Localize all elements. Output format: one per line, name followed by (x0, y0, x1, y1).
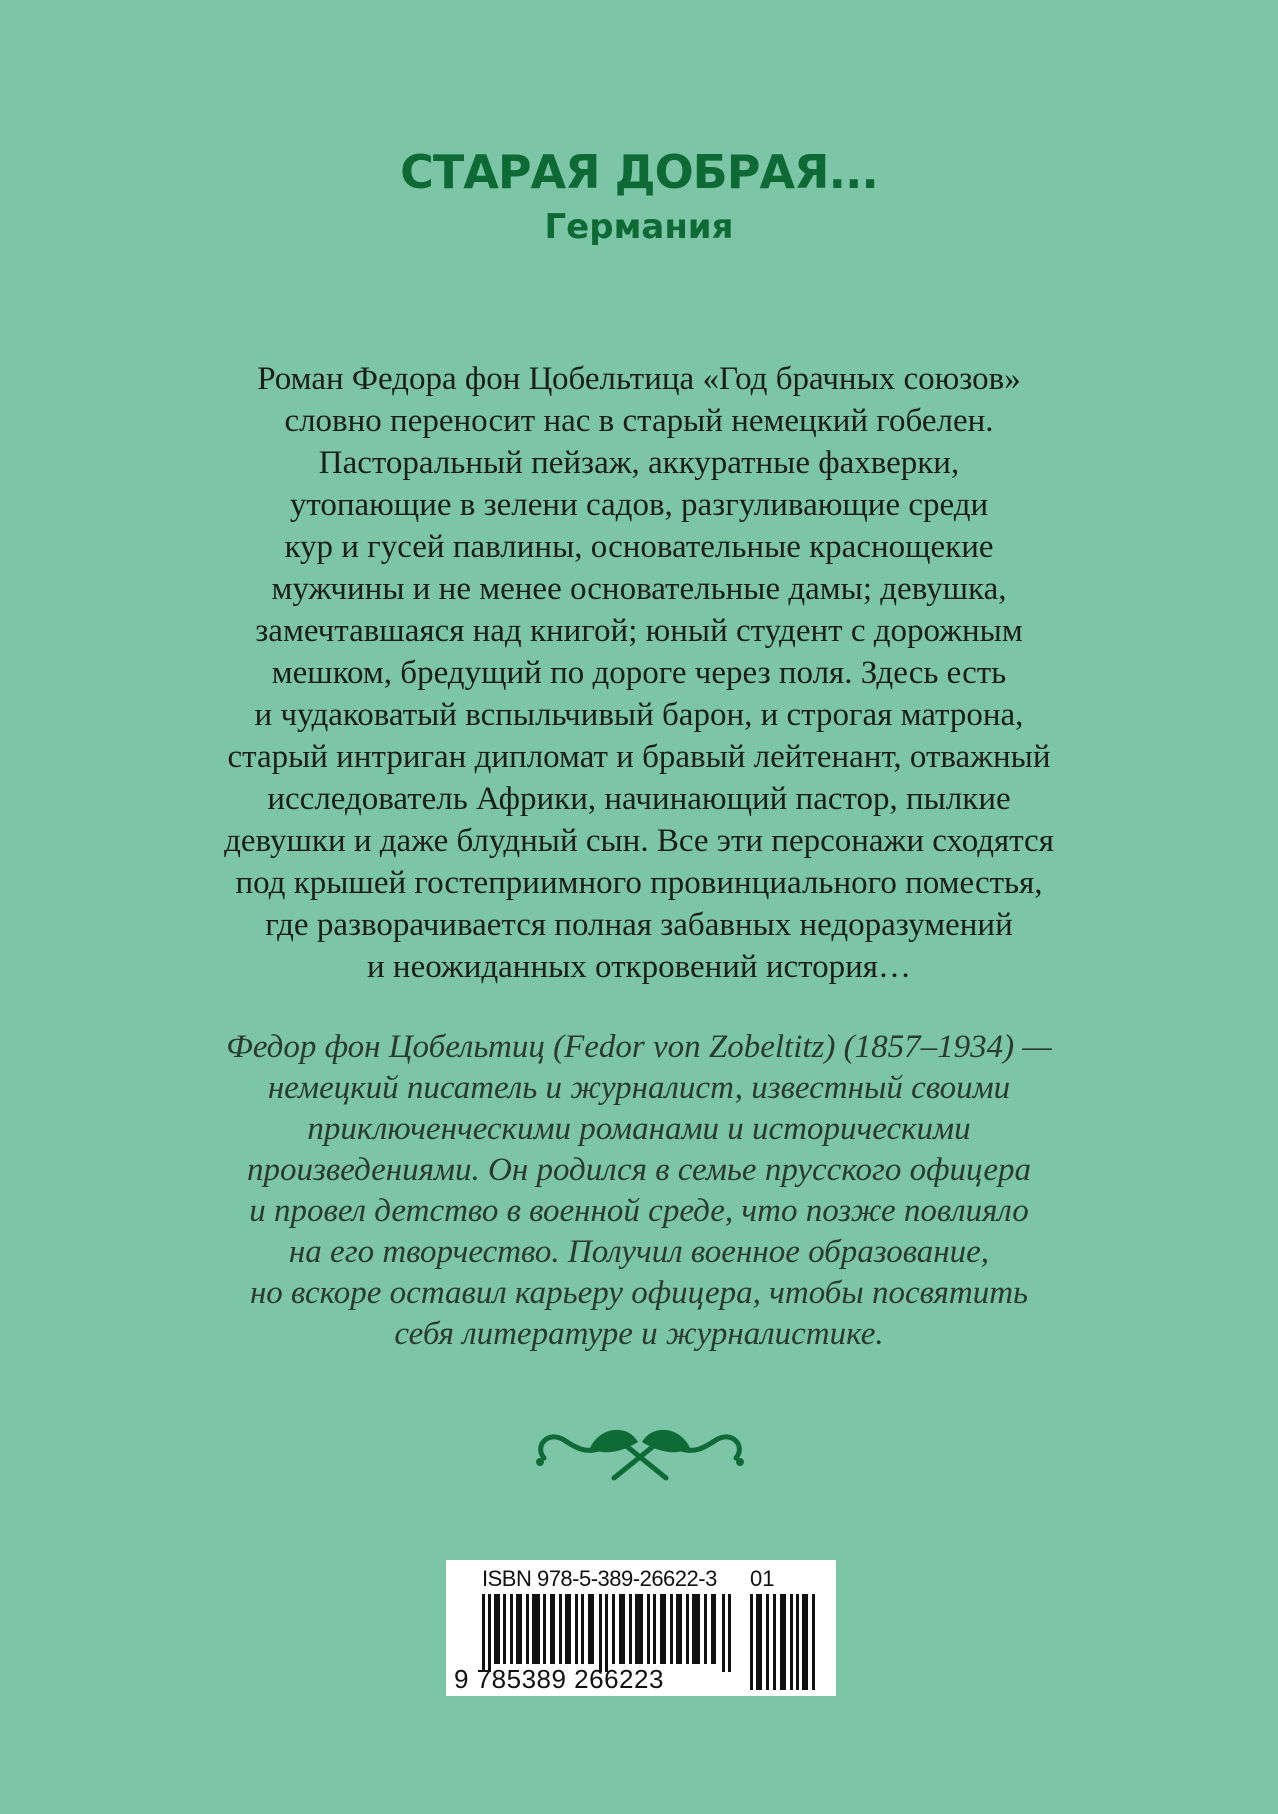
author-line: но вскоре оставил карьеру офицера, чтобы посвятить (249, 1275, 1029, 1311)
annotation-line: старый интриган дипломат и бравый лейтенант, отважный (227, 739, 1051, 775)
book-annotation (100, 358, 1178, 988)
annotation-line: замечтавшаяся над книгой; юный студент с дорожным (255, 613, 1023, 649)
annotation-line: утопающие в зелени садов, разгуливающие среди (289, 487, 989, 523)
barcode-addon-code: 01 (750, 1566, 775, 1591)
annotation-line: мужчины и не менее основательные дамы; девушка, (271, 571, 1007, 607)
series-header (0, 145, 1278, 249)
annotation-line: и чудаковатый вспыльчивый барон, и строгая матрона, (254, 697, 1024, 733)
series-subtitle: Германия (544, 207, 734, 247)
author-line: приключенческими романами и историческими (307, 1111, 971, 1147)
annotation-line: мешком, бредущий по дороге через поля. Здесь есть (271, 655, 1007, 691)
barcode (446, 1560, 836, 1696)
annotation-line: кур и гусей павлины, основательные краснощекие (284, 529, 994, 565)
annotation-line: где разворачивается полная забавных недоразумений (265, 907, 1013, 943)
author-line: произведениями. Он родился в семье прусского офицера (246, 1152, 1032, 1188)
author-line: себя литературе и журналистике. (394, 1316, 884, 1352)
annotation-line: исследователь Африки, начинающий пастор, пылкие (267, 781, 1011, 817)
annotation-line: и неожиданных откровений история… (367, 949, 911, 985)
isbn-label: ISBN 978-5-389-26622-3 (482, 1566, 717, 1591)
leaf-ornament-icon (530, 1418, 750, 1484)
barcode-icon (482, 1594, 738, 1672)
author-line: немецкий писатель и журналист, известный своими (267, 1070, 1011, 1106)
author-line: Федор фон Цобельтиц (Fedor von Zobeltitz) (1857–1934) — (226, 1029, 1052, 1065)
annotation-line: Роман Федора фон Цобельтица «Год брачных союзов» (257, 361, 1021, 397)
annotation-line: девушки и даже блудный сын. Все эти персонажи сходятся (224, 823, 1054, 859)
annotation-line: словно переносит нас в старый немецкий гобелен. (284, 403, 994, 439)
author-bio (100, 1027, 1178, 1355)
annotation-line: под крышей гостеприимного провинциального поместья, (235, 865, 1043, 901)
ean-digits: 9 785389 266223 (454, 1664, 664, 1694)
author-line: и провел детство в военной среде, что позже повлияло (249, 1193, 1029, 1229)
series-title: СТАРАЯ ДОБРАЯ... (400, 145, 878, 199)
author-line: на его творчество. Получил военное образование, (288, 1234, 990, 1270)
annotation-line: Пасторальный пейзаж, аккуратные фахверки, (318, 445, 960, 481)
barcode-addon-bars (750, 1594, 820, 1690)
